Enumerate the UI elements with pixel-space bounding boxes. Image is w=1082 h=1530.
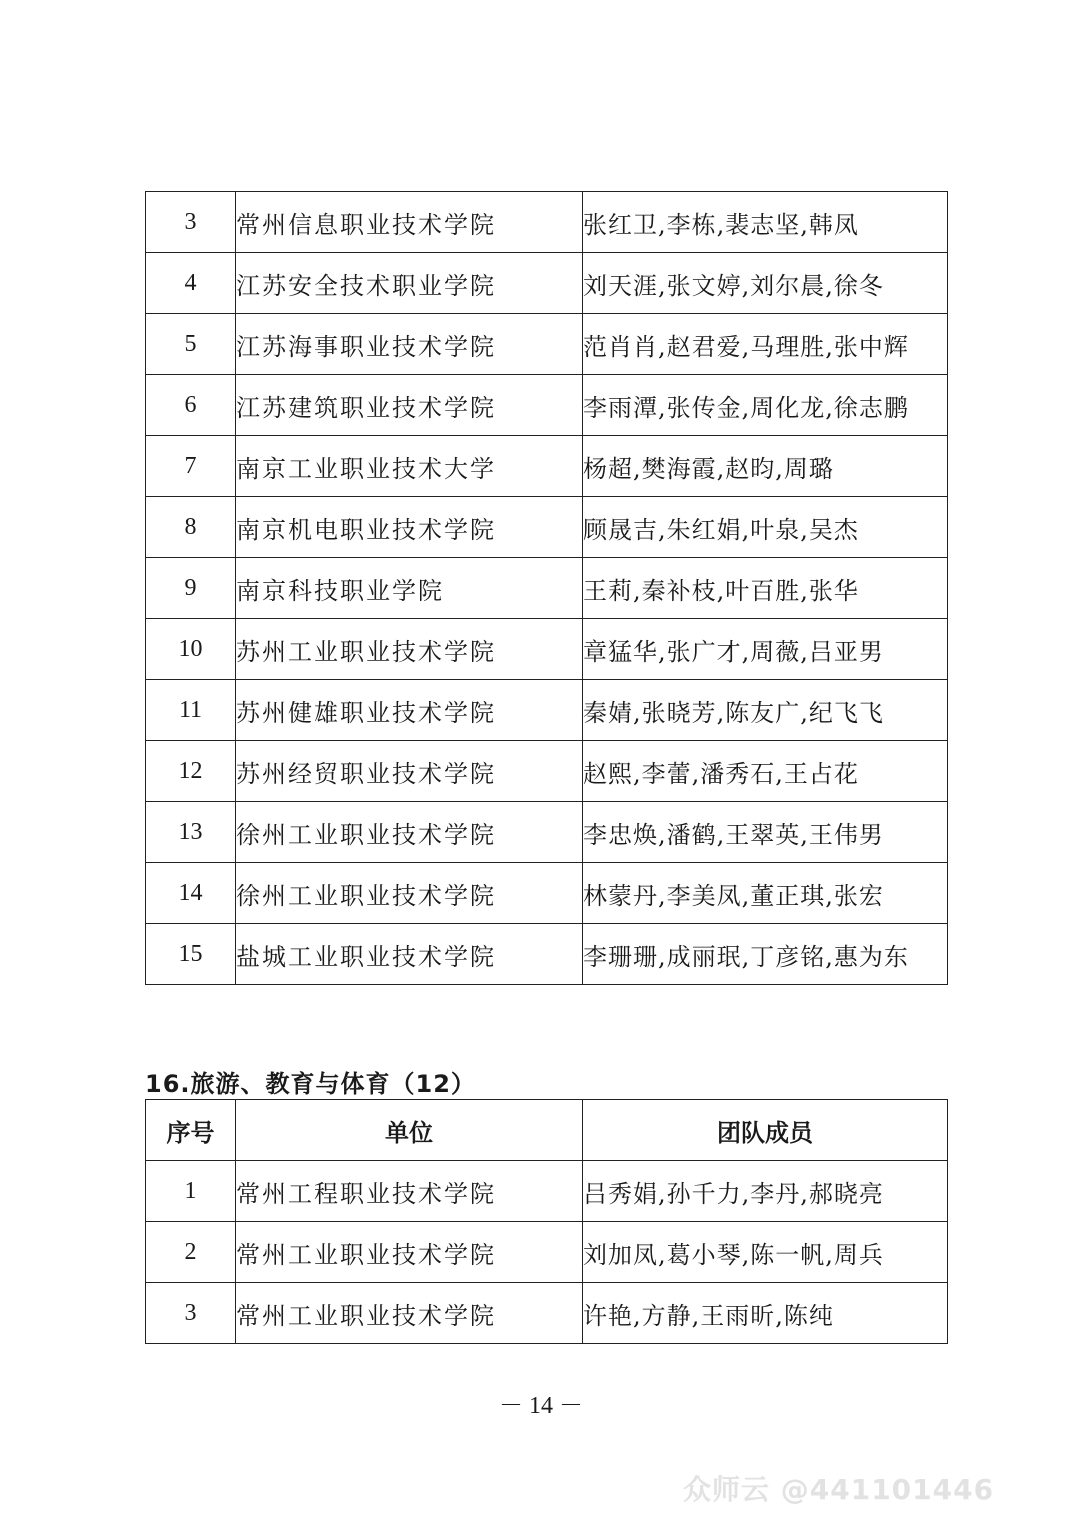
- row-team-members: 李雨潭,张传金,周化龙,徐志鹏: [583, 375, 948, 436]
- row-unit-name: 江苏建筑职业技术学院: [236, 375, 583, 436]
- row-unit-name: 苏州工业职业技术学院: [236, 619, 583, 680]
- row-unit-name: 苏州健雄职业技术学院: [236, 680, 583, 741]
- table-row: [146, 192, 948, 253]
- row-team-members: 杨超,樊海霞,赵昀,周璐: [583, 436, 948, 497]
- row-unit-name: 盐城工业职业技术学院: [236, 924, 583, 985]
- row-serial-number: 15: [146, 924, 236, 985]
- table-row: [146, 375, 948, 436]
- row-team-members: 顾晟吉,朱红娟,叶泉,吴杰: [583, 497, 948, 558]
- row-unit-name: 苏州经贸职业技术学院: [236, 741, 583, 802]
- row-team-members: 刘加凤,葛小琴,陈一帆,周兵: [583, 1222, 948, 1283]
- row-serial-number: 7: [146, 436, 236, 497]
- row-unit-name: 常州工业职业技术学院: [236, 1222, 583, 1283]
- row-serial-number: 3: [146, 1283, 236, 1344]
- row-unit-name: 江苏海事职业技术学院: [236, 314, 583, 375]
- table-row: [146, 436, 948, 497]
- row-serial-number: 13: [146, 802, 236, 863]
- team-table-continued: [145, 191, 948, 985]
- table-row: [146, 619, 948, 680]
- table-row: [146, 741, 948, 802]
- table-header: [146, 1100, 948, 1161]
- row-serial-number: 4: [146, 253, 236, 314]
- row-unit-name: 徐州工业职业技术学院: [236, 863, 583, 924]
- row-team-members: 秦婧,张晓芳,陈友广,纪飞飞: [583, 680, 948, 741]
- row-team-members: 范肖肖,赵君爱,马理胜,张中辉: [583, 314, 948, 375]
- row-serial-number: 6: [146, 375, 236, 436]
- row-unit-name: 南京工业职业技术大学: [236, 436, 583, 497]
- row-unit-name: 常州工程职业技术学院: [236, 1161, 583, 1222]
- table-row: [146, 802, 948, 863]
- row-team-members: 刘天涯,张文婷,刘尔晨,徐冬: [583, 253, 948, 314]
- row-unit-name: 江苏安全技术职业学院: [236, 253, 583, 314]
- row-team-members: 赵熙,李蕾,潘秀石,王占花: [583, 741, 948, 802]
- row-team-members: 李珊珊,成丽珉,丁彦铭,惠为东: [583, 924, 948, 985]
- header-team-members: 团队成员: [583, 1100, 948, 1161]
- team-table-body: [146, 1161, 948, 1344]
- table-row: [146, 558, 948, 619]
- page-number: － 14 －: [499, 1393, 583, 1419]
- row-serial-number: 3: [146, 192, 236, 253]
- row-unit-name: 徐州工业职业技术学院: [236, 802, 583, 863]
- tourism-education-sports-table: [145, 1099, 948, 1344]
- row-team-members: 张红卫,李栋,裴志坚,韩凤: [583, 192, 948, 253]
- section-title: 16.旅游、教育与体育（12）: [145, 1070, 476, 1098]
- header-row: [146, 1100, 948, 1161]
- row-serial-number: 14: [146, 863, 236, 924]
- row-unit-name: 常州工业职业技术学院: [236, 1283, 583, 1344]
- row-serial-number: 12: [146, 741, 236, 802]
- watermark: 众师云 @441101446: [683, 1473, 995, 1506]
- row-unit-name: 南京机电职业技术学院: [236, 497, 583, 558]
- table-row: [146, 1222, 948, 1283]
- row-team-members: 章猛华,张广才,周薇,吕亚男: [583, 619, 948, 680]
- row-serial-number: 8: [146, 497, 236, 558]
- header-unit: 单位: [236, 1100, 583, 1161]
- table-row: [146, 680, 948, 741]
- team-table-body: [146, 192, 948, 985]
- row-team-members: 吕秀娟,孙千力,李丹,郝晓亮: [583, 1161, 948, 1222]
- row-serial-number: 10: [146, 619, 236, 680]
- row-serial-number: 1: [146, 1161, 236, 1222]
- row-team-members: 许艳,方静,王雨昕,陈纯: [583, 1283, 948, 1344]
- row-serial-number: 2: [146, 1222, 236, 1283]
- header-serial-number: 序号: [146, 1100, 236, 1161]
- row-team-members: 李忠焕,潘鹤,王翠英,王伟男: [583, 802, 948, 863]
- row-serial-number: 5: [146, 314, 236, 375]
- table-row: [146, 924, 948, 985]
- table-row: [146, 863, 948, 924]
- table-row: [146, 1283, 948, 1344]
- row-unit-name: 南京科技职业学院: [236, 558, 583, 619]
- row-team-members: 林蒙丹,李美凤,董正琪,张宏: [583, 863, 948, 924]
- table-row: [146, 314, 948, 375]
- table-row: [146, 497, 948, 558]
- row-serial-number: 11: [146, 680, 236, 741]
- table-row: [146, 1161, 948, 1222]
- row-serial-number: 9: [146, 558, 236, 619]
- table-row: [146, 253, 948, 314]
- row-unit-name: 常州信息职业技术学院: [236, 192, 583, 253]
- row-team-members: 王莉,秦补枝,叶百胜,张华: [583, 558, 948, 619]
